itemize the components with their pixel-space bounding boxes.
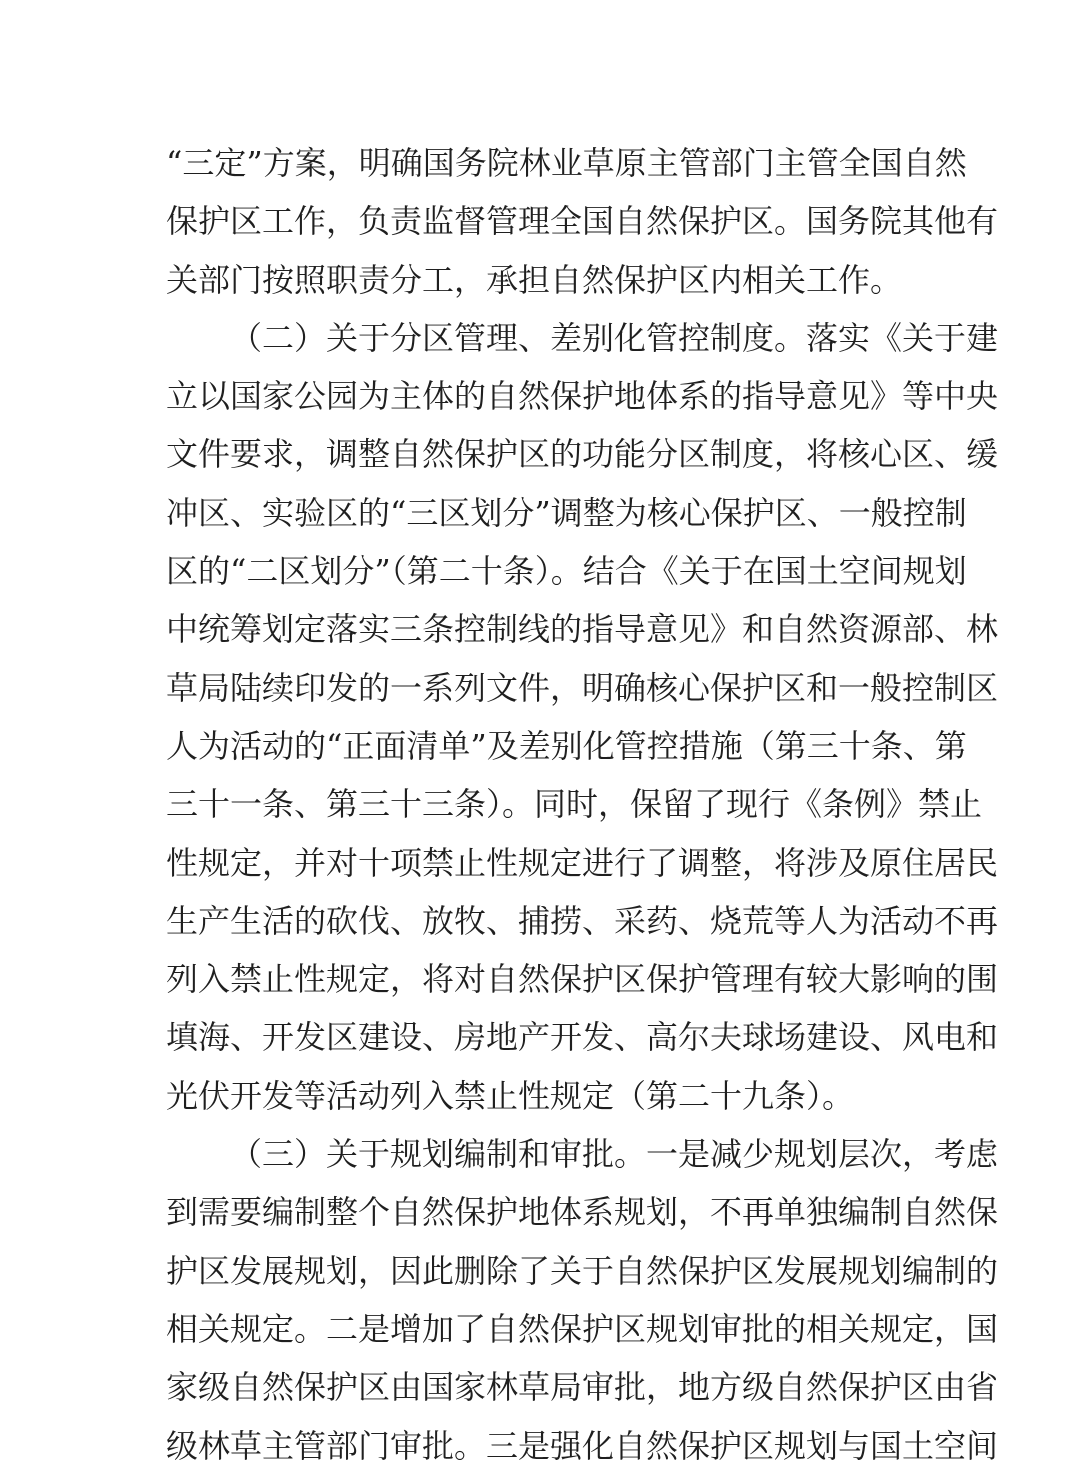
text-line-6: 文件要求，调整自然保护区的功能分区制度，将核心区、缓: [166, 435, 999, 474]
text-line-12: 三十一条、第三十三条）。同时，保留了现行《条例》禁止: [166, 785, 983, 824]
text-line-10: 草局陆续印发的一系列文件，明确核心保护区和一般控制区: [166, 668, 999, 707]
document-body: [166, 134, 999, 1475]
text-line-2: 保护区工作，负责监督管理全国自然保护区。国务院其他有: [166, 202, 999, 241]
text-line-13: 性规定，并对十项禁止性规定进行了调整，将涉及原住居民: [166, 843, 999, 882]
text-line-19: 到需要编制整个自然保护地体系规划，不再单独编制自然保: [166, 1193, 999, 1232]
text-line-20: 护区发展规划，因此删除了关于自然保护区发展规划编制的: [166, 1251, 999, 1290]
text-line-21: 相关规定。二是增加了自然保护区规划审批的相关规定，国: [166, 1309, 999, 1348]
text-line-14: 生产生活的砍伐、放牧、捕捞、采药、烧荒等人为活动不再: [166, 901, 999, 940]
text-line-11: 人为活动的“正面清单”及差别化管控措施（第三十条、第: [166, 726, 967, 765]
text-line-18: （三）关于规划编制和审批。一是减少规划层次，考虑: [230, 1135, 999, 1174]
text-line-23: 级林草主管部门审批。三是强化自然保护区规划与国土空间: [166, 1426, 999, 1465]
text-line-15: 列入禁止性规定，将对自然保护区保护管理有较大影响的围: [166, 960, 999, 999]
text-line-4: （二）关于分区管理、差别化管控制度。落实《关于建: [230, 318, 999, 357]
text-line-7: 冲区、实验区的“三区划分”调整为核心保护区、一般控制: [166, 493, 967, 532]
text-line-16: 填海、开发区建设、房地产开发、高尔夫球场建设、风电和: [166, 1018, 999, 1057]
text-line-1: “三定”方案，明确国务院林业草原主管部门主管全国自然: [166, 144, 967, 182]
text-line-9: 中统筹划定落实三条控制线的指导意见》和自然资源部、林: [166, 610, 999, 649]
text-line-5: 立以国家公园为主体的自然保护地体系的指导意见》等中央: [166, 377, 999, 416]
text-line-17: 光伏开发等活动列入禁止性规定（第二十九条）。: [166, 1076, 855, 1115]
text-line-3: 关部门按照职责分工，承担自然保护区内相关工作。: [166, 260, 903, 299]
text-line-22: 家级自然保护区由国家林草局审批，地方级自然保护区由省: [166, 1368, 999, 1407]
text-line-8: 区的“二区划分”（第二十条）。结合《关于在国土空间规划: [166, 552, 967, 591]
